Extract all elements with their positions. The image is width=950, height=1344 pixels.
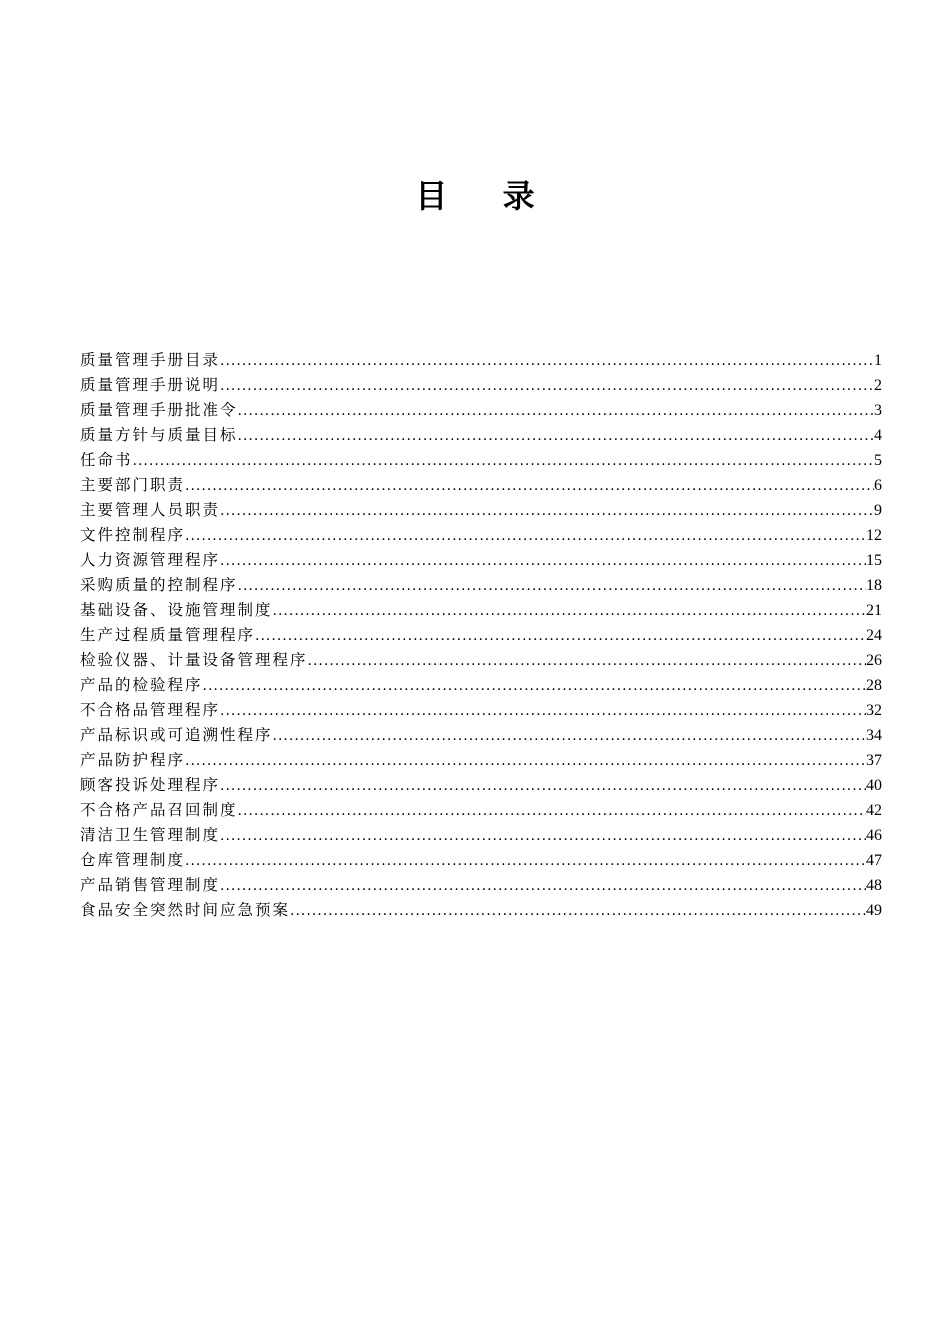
toc-entry-label: 质量管理手册目录 [80,351,221,369]
toc-entry-label: 主要管理人员职责 [80,501,221,519]
toc-entry-page: 42 [866,802,882,819]
toc-entry[interactable] [80,823,882,848]
toc-entry-page: 3 [874,402,882,419]
toc-dot-leader [273,724,866,749]
toc-entry-label: 质量管理手册批准令 [80,401,238,419]
toc-entry-page: 47 [866,852,882,869]
toc-dot-leader [220,549,866,574]
toc-entry[interactable] [80,348,882,373]
toc-entry[interactable] [80,498,882,523]
toc-entry-page: 12 [866,527,882,544]
toc-dot-leader [185,849,866,874]
toc-entry[interactable] [80,873,882,898]
toc-entry[interactable] [80,648,882,673]
toc-entry-page: 1 [874,352,882,369]
toc-entry-page: 15 [866,552,882,569]
toc-entry-page: 18 [866,577,882,594]
toc-entry-label: 主要部门职责 [80,476,186,494]
toc-entry[interactable] [80,748,882,773]
toc-dot-leader [220,374,874,399]
toc-entry-page: 34 [866,727,882,744]
page-title: 目 录 [415,177,557,215]
toc-entry[interactable] [80,798,882,823]
toc-dot-leader [238,574,866,599]
toc-entry-label: 文件控制程序 [80,526,186,544]
toc-entry-label: 基础设备、设施管理制度 [80,601,273,619]
toc-dot-leader [185,524,866,549]
toc-dot-leader [273,599,866,624]
toc-entry-label: 产品销售管理制度 [80,876,221,894]
toc-dot-leader [220,699,866,724]
toc-dot-leader [220,774,866,799]
toc-dot-leader [290,899,866,924]
toc-entry-label: 食品安全突然时间应急预案 [80,901,291,919]
toc-entry-page: 40 [866,777,882,794]
toc-entry[interactable] [80,848,882,873]
toc-dot-leader [238,799,866,824]
toc-entry[interactable] [80,723,882,748]
toc-entry-page: 48 [866,877,882,894]
toc-entry-label: 生产过程质量管理程序 [80,626,256,644]
toc-dot-leader [185,474,874,499]
toc-entry-label: 人力资源管理程序 [80,551,221,569]
toc-entry-page: 4 [874,427,882,444]
toc-entry-label: 不合格品管理程序 [80,701,221,719]
toc-entry[interactable] [80,673,882,698]
toc-entry[interactable] [80,373,882,398]
toc-entry-label: 任命书 [80,451,133,469]
toc-dot-leader [308,649,866,674]
toc-entry-page: 46 [866,827,882,844]
toc-entry-label: 顾客投诉处理程序 [80,776,221,794]
toc-dot-leader [220,349,874,374]
toc-entry-label: 产品的检验程序 [80,676,203,694]
toc-entry-label: 产品防护程序 [80,751,186,769]
toc-entry[interactable] [80,898,882,923]
toc-entry-page: 26 [866,652,882,669]
table-of-contents [80,348,882,923]
toc-entry-page: 5 [874,452,882,469]
toc-dot-leader [220,499,874,524]
toc-entry[interactable] [80,423,882,448]
toc-entry-page: 6 [874,477,882,494]
toc-entry[interactable] [80,698,882,723]
toc-dot-leader [238,424,874,449]
toc-entry[interactable] [80,598,882,623]
toc-entry[interactable] [80,623,882,648]
toc-dot-leader [238,399,874,424]
toc-entry-page: 24 [866,627,882,644]
toc-entry-page: 28 [866,677,882,694]
toc-entry-page: 2 [874,377,882,394]
toc-entry[interactable] [80,548,882,573]
toc-dot-leader [220,874,866,899]
toc-entry-label: 不合格产品召回制度 [80,801,238,819]
toc-entry[interactable] [80,448,882,473]
toc-dot-leader [255,624,866,649]
toc-entry-page: 21 [866,602,882,619]
toc-dot-leader [203,674,866,699]
toc-dot-leader [133,449,874,474]
toc-dot-leader [185,749,866,774]
toc-entry[interactable] [80,573,882,598]
toc-entry-page: 37 [866,752,882,769]
toc-entry-label: 采购质量的控制程序 [80,576,238,594]
toc-entry-label: 检验仪器、计量设备管理程序 [80,651,308,669]
toc-entry-page: 49 [866,902,882,919]
toc-entry-label: 产品标识或可追溯性程序 [80,726,273,744]
toc-entry[interactable] [80,398,882,423]
toc-entry-page: 9 [874,502,882,519]
toc-entry[interactable] [80,773,882,798]
toc-entry-label: 质量方针与质量目标 [80,426,238,444]
toc-entry-label: 质量管理手册说明 [80,376,221,394]
toc-entry-page: 32 [866,702,882,719]
toc-dot-leader [220,824,866,849]
toc-entry-label: 清洁卫生管理制度 [80,826,221,844]
toc-entry-label: 仓库管理制度 [80,851,186,869]
toc-entry[interactable] [80,523,882,548]
toc-entry[interactable] [80,473,882,498]
